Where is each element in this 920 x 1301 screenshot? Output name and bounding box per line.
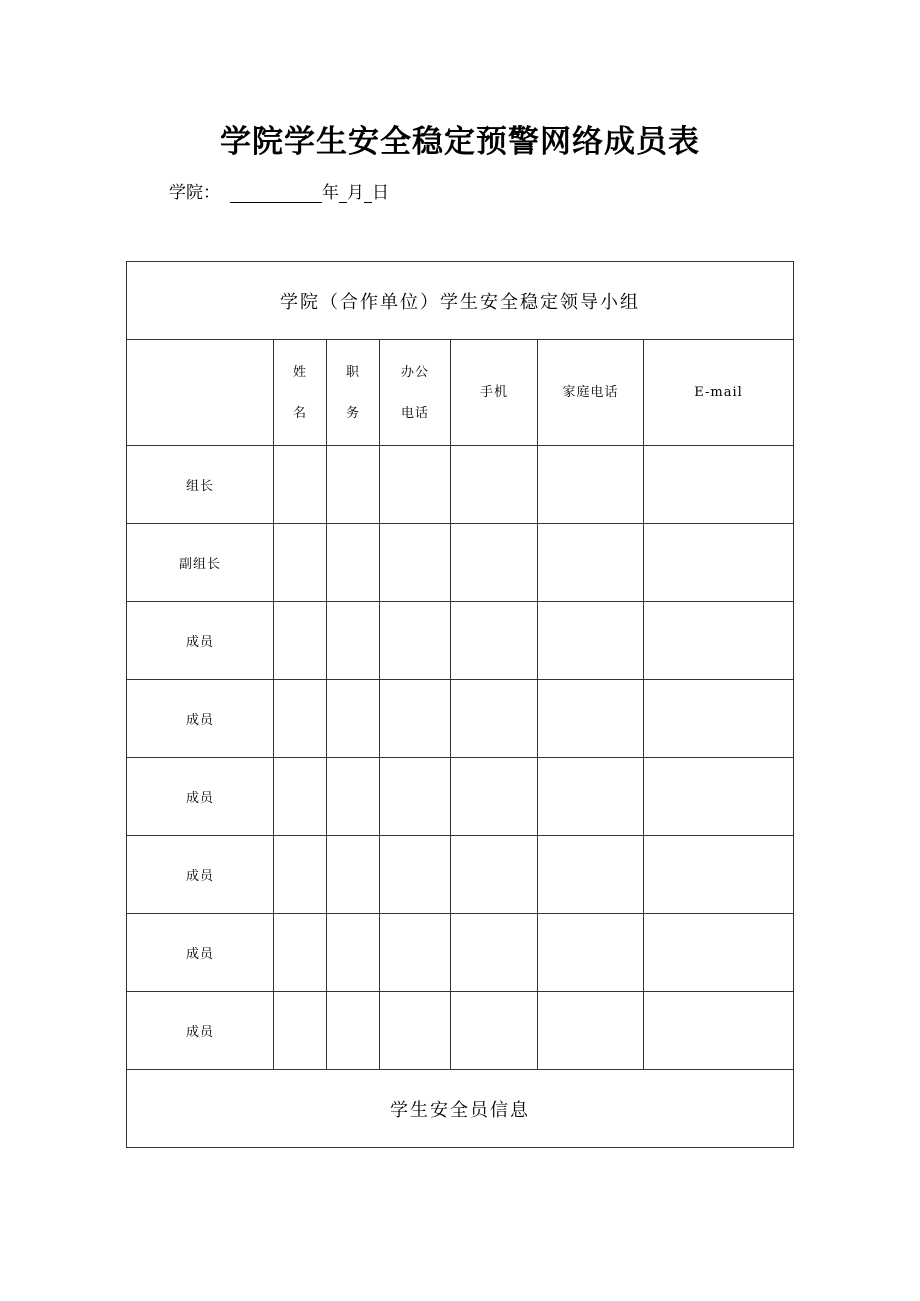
blank-cell[interactable] [538,914,644,992]
blank-cell[interactable] [538,992,644,1070]
blank-cell[interactable] [451,992,538,1070]
blank-cell[interactable] [451,758,538,836]
college-label: 学院： [169,183,220,203]
blank-cell[interactable] [451,914,538,992]
blank-cell[interactable] [274,758,327,836]
blank-cell[interactable] [274,836,327,914]
header-row [127,340,794,446]
group-title: 学院（合作单位）学生安全稳定领导小组 [127,262,794,340]
blank-cell[interactable] [538,446,644,524]
blank-cell[interactable] [451,602,538,680]
blank-cell[interactable] [538,680,644,758]
blank-cell[interactable] [274,446,327,524]
role-label: 组长 [127,446,274,524]
table-row [127,836,794,914]
role-label: 成员 [127,680,274,758]
header-cell-mobile: 手机 [451,340,538,446]
blank-cell[interactable] [538,524,644,602]
blank-cell[interactable] [380,758,451,836]
header-cell-home-phone: 家庭电话 [538,340,644,446]
blank-cell[interactable] [327,914,380,992]
table-row [127,446,794,524]
year-label: 年 [322,183,339,203]
blank-cell[interactable] [274,524,327,602]
blank-cell[interactable] [380,524,451,602]
footer-title: 学生安全员信息 [127,1070,794,1148]
table-row [127,914,794,992]
blank-cell[interactable] [274,992,327,1070]
role-label: 成员 [127,836,274,914]
month-label: 月 [347,183,364,203]
blank-cell[interactable] [538,602,644,680]
blank-cell[interactable] [380,914,451,992]
blank-cell[interactable] [327,524,380,602]
blank-cell[interactable] [274,914,327,992]
blank-cell[interactable] [327,992,380,1070]
blank-cell[interactable] [380,680,451,758]
role-label: 成员 [127,602,274,680]
blank-cell[interactable] [327,602,380,680]
table-row [127,992,794,1070]
blank-cell[interactable] [451,680,538,758]
college-date-line [169,178,389,203]
header-cell-email: E-mail [644,340,794,446]
blank-cell[interactable] [327,446,380,524]
blank-cell[interactable] [274,602,327,680]
table-row [127,758,794,836]
blank-cell[interactable] [380,836,451,914]
blank-cell[interactable] [274,680,327,758]
table-row [127,680,794,758]
month-blank[interactable] [339,184,347,203]
college-blank[interactable] [230,184,322,203]
blank-cell[interactable] [644,992,794,1070]
role-label: 副组长 [127,524,274,602]
day-label: 日 [372,183,389,203]
role-label: 成员 [127,914,274,992]
blank-cell[interactable] [644,524,794,602]
table-row [127,524,794,602]
page-title: 学院学生安全稳定预警网络成员表 [220,124,700,160]
blank-cell[interactable] [327,758,380,836]
header-cell-position: 职 务 [327,340,380,446]
blank-cell[interactable] [451,446,538,524]
blank-cell[interactable] [644,446,794,524]
blank-cell[interactable] [451,836,538,914]
blank-cell[interactable] [644,758,794,836]
blank-cell[interactable] [644,602,794,680]
header-cell-office-phone: 办公 电话 [380,340,451,446]
member-table [126,261,794,1148]
blank-cell[interactable] [644,836,794,914]
role-label: 成员 [127,992,274,1070]
day-blank[interactable] [364,184,372,203]
blank-cell[interactable] [451,524,538,602]
blank-cell[interactable] [644,914,794,992]
blank-cell[interactable] [538,836,644,914]
blank-cell[interactable] [380,992,451,1070]
blank-cell[interactable] [327,836,380,914]
table-row [127,602,794,680]
blank-cell[interactable] [538,758,644,836]
header-cell-name: 姓 名 [274,340,327,446]
blank-cell[interactable] [327,680,380,758]
blank-cell[interactable] [644,680,794,758]
role-label: 成员 [127,758,274,836]
blank-cell[interactable] [380,446,451,524]
header-cell-blank [127,340,274,446]
blank-cell[interactable] [380,602,451,680]
